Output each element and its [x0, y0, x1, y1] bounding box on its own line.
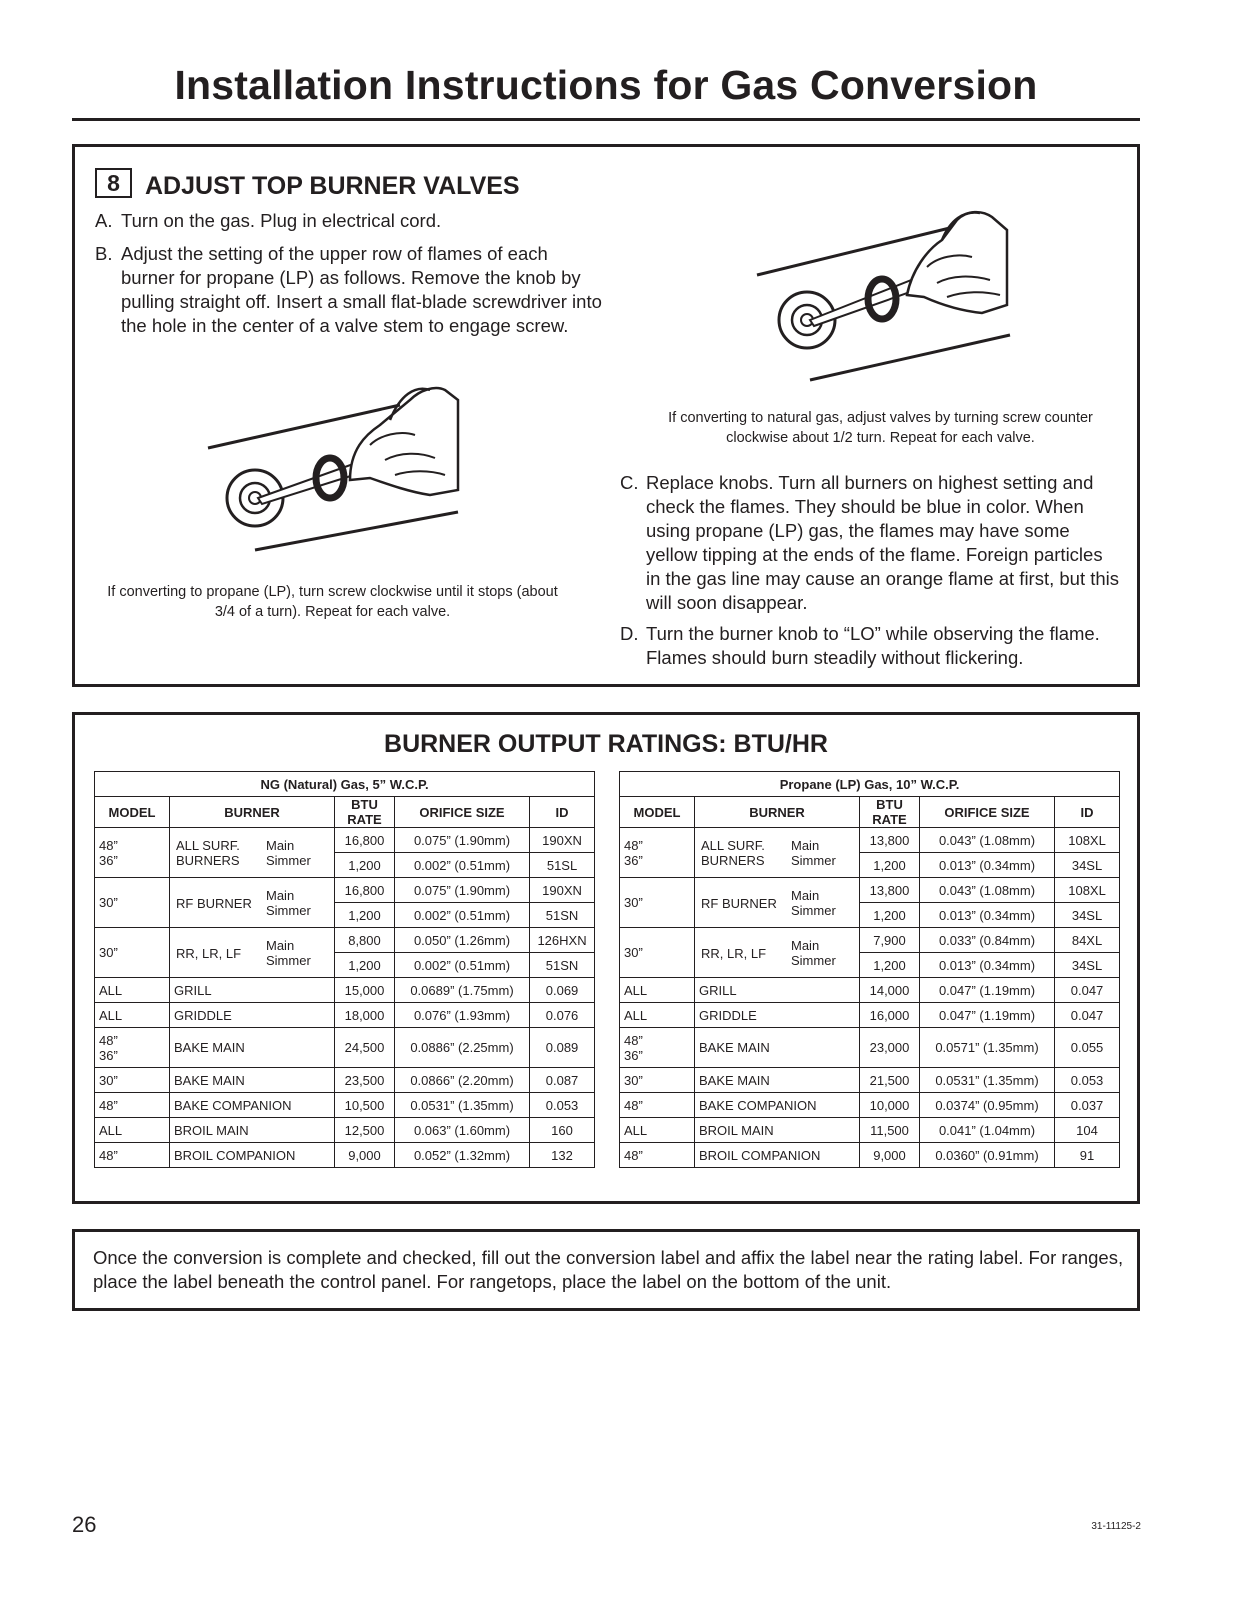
btu-value: 9,000 [335, 1143, 395, 1168]
btu-value: 23,500 [335, 1068, 395, 1093]
burner-name-line: ALL SURF. [701, 838, 765, 853]
id-value: 104 [1055, 1118, 1120, 1143]
burner-name: BAKE COMPANION [699, 1097, 817, 1113]
model-cell [620, 928, 695, 978]
step-item-text: Turn the burner knob to “LO” while observing the flame. Flames should burn steadily without flickering. [646, 623, 1100, 668]
model-value: 48” [99, 1032, 118, 1048]
id-value: 0.053 [530, 1093, 595, 1118]
model-cell [620, 1118, 695, 1143]
burner-name-line: BURNERS [176, 853, 240, 868]
burner-cell [695, 978, 860, 1003]
screwdriver-valve-illustration-ng [752, 205, 1017, 405]
burner-name: BAKE MAIN [174, 1040, 245, 1055]
orifice-value: 0.047” (1.19mm) [920, 1003, 1055, 1028]
gas-group-title: NG (Natural) Gas, 5” W.C.P. [95, 772, 595, 797]
model-cell [95, 1143, 170, 1168]
model-value: ALL [624, 1122, 648, 1138]
btu-value: 15,000 [335, 978, 395, 1003]
burner-name: GRIDDLE [174, 1007, 232, 1023]
model-cell [620, 978, 695, 1003]
btu-value: 21,500 [860, 1068, 920, 1093]
table-row [620, 928, 1120, 953]
model-value: 48” [624, 837, 643, 853]
conversion-note: Once the conversion is complete and checked, fill out the conversion label and affix the label near the rating label. For ranges, place the label beneath the control panel. For rangetops, place the label on the bottom of the unit. [93, 1247, 1124, 1292]
id-value: 108XL [1055, 878, 1120, 903]
header-id: ID [530, 797, 595, 828]
table-row [95, 978, 595, 1003]
burner-cell [695, 1118, 860, 1143]
burner-name: BAKE COMPANION [174, 1097, 292, 1113]
burner-cell [170, 828, 335, 878]
btu-value: 1,200 [860, 903, 920, 928]
model-value: 30” [624, 945, 643, 960]
table-row [620, 1068, 1120, 1093]
step-item-letter: C. [620, 472, 639, 493]
orifice-value: 0.075” (1.90mm) [395, 828, 530, 853]
orifice-value: 0.052” (1.32mm) [395, 1143, 530, 1168]
burner-name: BAKE MAIN [174, 1072, 245, 1088]
burner-name: BROIL COMPANION [174, 1147, 296, 1163]
orifice-value: 0.075” (1.90mm) [395, 878, 530, 903]
id-value: 0.055 [1055, 1028, 1120, 1068]
model-value: ALL [624, 982, 648, 998]
burner-name-line: BURNERS [701, 853, 765, 868]
model-value: 48” [99, 1097, 118, 1113]
step-item-c [620, 471, 1120, 615]
header-rate: RATE [347, 812, 382, 827]
orifice-value: 0.041” (1.04mm) [920, 1118, 1055, 1143]
id-value: 51SN [530, 953, 595, 978]
id-value: 0.069 [530, 978, 595, 1003]
table-row [620, 1093, 1120, 1118]
burner-cell [170, 1028, 335, 1068]
btu-value: 7,900 [860, 928, 920, 953]
table-row [620, 978, 1120, 1003]
model-cell [620, 1003, 695, 1028]
step-item-d [620, 622, 1120, 670]
burner-name: BROIL MAIN [699, 1122, 774, 1138]
header-btu: BTU [876, 797, 903, 812]
burner-sub-line: Simmer [266, 853, 311, 868]
orifice-value: 0.013” (0.34mm) [920, 953, 1055, 978]
header-btu-rate [335, 797, 395, 828]
orifice-value: 0.047” (1.19mm) [920, 978, 1055, 1003]
header-orifice-size: ORIFICE SIZE [395, 797, 530, 828]
model-cell [95, 828, 170, 878]
btu-value: 1,200 [335, 953, 395, 978]
header-model: MODEL [620, 797, 695, 828]
model-value: ALL [99, 982, 123, 998]
orifice-value: 0.0886” (2.25mm) [395, 1028, 530, 1068]
step-item-letter: B. [95, 243, 113, 264]
burner-sub-line: Simmer [791, 953, 836, 968]
model-cell [620, 878, 695, 928]
model-value: 30” [624, 895, 643, 910]
model-value: ALL [99, 1122, 123, 1138]
btu-value: 24,500 [335, 1028, 395, 1068]
btu-value: 1,200 [860, 853, 920, 878]
burner-name: GRIDDLE [699, 1007, 757, 1023]
id-value: 126HXN [530, 928, 595, 953]
orifice-value: 0.063” (1.60mm) [395, 1118, 530, 1143]
table-row [95, 828, 595, 853]
orifice-value: 0.0374” (0.95mm) [920, 1093, 1055, 1118]
orifice-value: 0.0531” (1.35mm) [920, 1068, 1055, 1093]
burner-cell [170, 928, 335, 978]
burner-sub [266, 888, 330, 918]
burner-cell [170, 1118, 335, 1143]
step-item-text: Adjust the setting of the upper row of flames of each burner for propane (LP) as follows. Remove the knob by pulling straight off. Insert a small flat-blade screwdriver into the hole in the center of a valve stem to engage screw. [121, 243, 602, 336]
step-item-text: Turn on the gas. Plug in electrical cord. [121, 210, 442, 231]
id-value: 0.087 [530, 1068, 595, 1093]
orifice-value: 0.0571” (1.35mm) [920, 1028, 1055, 1068]
burner-name [176, 946, 241, 961]
table-row [620, 878, 1120, 903]
column-header-row [620, 797, 1120, 828]
burner-cell [695, 1143, 860, 1168]
table-row [95, 1028, 595, 1068]
page-number: 26 [72, 1512, 97, 1537]
orifice-value: 0.013” (0.34mm) [920, 903, 1055, 928]
header-orifice-size: ORIFICE SIZE [920, 797, 1055, 828]
caption-lp: If converting to propane (LP), turn screw clockwise until it stops (about 3/4 of a turn). Repeat for each valve. [107, 584, 558, 620]
burner-name [701, 946, 766, 961]
btu-value: 8,800 [335, 928, 395, 953]
id-value: 51SN [530, 903, 595, 928]
burner-cell [695, 1003, 860, 1028]
table-row [95, 878, 595, 903]
id-value: 34SL [1055, 853, 1120, 878]
burner-sub-line: Main [791, 838, 820, 853]
header-model: MODEL [95, 797, 170, 828]
burner-name [701, 896, 777, 911]
orifice-value: 0.0531” (1.35mm) [395, 1093, 530, 1118]
step-title: ADJUST TOP BURNER VALVES [145, 172, 520, 200]
id-value: 0.053 [1055, 1068, 1120, 1093]
burner-name: BAKE MAIN [699, 1040, 770, 1055]
btu-value: 12,500 [335, 1118, 395, 1143]
table-row [620, 1118, 1120, 1143]
btu-value: 14,000 [860, 978, 920, 1003]
model-value: 36” [99, 1047, 118, 1063]
burner-sub-line: Simmer [266, 903, 311, 918]
model-value: 48” [624, 1147, 643, 1163]
btu-value: 13,800 [860, 828, 920, 853]
burner-sub-line: Main [266, 888, 295, 903]
ratings-title: BURNER OUTPUT RATINGS: BTU/HR [384, 730, 828, 758]
burner-sub-line: Main [791, 888, 820, 903]
burner-cell [695, 1093, 860, 1118]
id-value: 132 [530, 1143, 595, 1168]
id-value: 0.047 [1055, 978, 1120, 1003]
burner-cell [695, 878, 860, 928]
orifice-value: 0.002” (0.51mm) [395, 903, 530, 928]
btu-value: 18,000 [335, 1003, 395, 1028]
model-value: 36” [99, 852, 118, 868]
burner-cell [170, 1093, 335, 1118]
burner-sub-line: Main [791, 938, 820, 953]
orifice-value: 0.043” (1.08mm) [920, 828, 1055, 853]
burner-cell [170, 1068, 335, 1093]
burner-name-line: RR, LR, LF [701, 946, 767, 961]
model-value: 30” [99, 945, 118, 960]
model-cell [95, 978, 170, 1003]
orifice-value: 0.0689” (1.75mm) [395, 978, 530, 1003]
orifice-value: 0.002” (0.51mm) [395, 953, 530, 978]
burner-sub [266, 938, 330, 968]
header-burner: BURNER [170, 797, 335, 828]
model-cell [95, 1028, 170, 1068]
burner-sub [791, 938, 855, 968]
burner-cell [170, 878, 335, 928]
orifice-value: 0.043” (1.08mm) [920, 878, 1055, 903]
id-value: 0.076 [530, 1003, 595, 1028]
model-value: 48” [624, 1097, 643, 1113]
orifice-value: 0.0866” (2.20mm) [395, 1068, 530, 1093]
id-value: 34SL [1055, 903, 1120, 928]
id-value: 91 [1055, 1143, 1120, 1168]
model-value: 30” [624, 1072, 643, 1088]
burner-cell [170, 1003, 335, 1028]
burner-name [701, 838, 765, 868]
burner-name [176, 838, 240, 868]
id-value: 190XN [530, 828, 595, 853]
id-value: 160 [530, 1118, 595, 1143]
step-item-a [95, 209, 605, 233]
id-value: 34SL [1055, 953, 1120, 978]
burner-name: BAKE MAIN [699, 1072, 770, 1088]
burner-sub-line: Main [266, 838, 295, 853]
burner-name: GRILL [174, 982, 212, 998]
header-id: ID [1055, 797, 1120, 828]
burner-cell [170, 1143, 335, 1168]
burner-cell [695, 928, 860, 978]
model-cell [95, 1093, 170, 1118]
id-value: 0.089 [530, 1028, 595, 1068]
btu-value: 1,200 [860, 953, 920, 978]
table-row [95, 1003, 595, 1028]
model-cell [620, 1093, 695, 1118]
header-rate: RATE [872, 812, 907, 827]
group-header-row [95, 772, 595, 797]
burner-cell [695, 828, 860, 878]
id-value: 190XN [530, 878, 595, 903]
burner-cell [170, 978, 335, 1003]
btu-value: 13,800 [860, 878, 920, 903]
orifice-value: 0.013” (0.34mm) [920, 853, 1055, 878]
model-value: 48” [99, 837, 118, 853]
model-cell [95, 878, 170, 928]
burner-cell [695, 1028, 860, 1068]
orifice-value: 0.002” (0.51mm) [395, 853, 530, 878]
lp-ratings-table [619, 771, 1120, 1168]
table-row [620, 828, 1120, 853]
gas-group-title: Propane (LP) Gas, 10” W.C.P. [620, 772, 1120, 797]
btu-value: 1,200 [335, 903, 395, 928]
step-item-letter: A. [95, 210, 113, 231]
table-row [95, 1068, 595, 1093]
model-value: 30” [99, 1072, 118, 1088]
screwdriver-valve-illustration-lp [200, 380, 465, 580]
step-number: 8 [95, 168, 132, 198]
model-value: 48” [624, 1032, 643, 1048]
burner-sub-line: Simmer [791, 903, 836, 918]
burner-name-line: RF BURNER [701, 896, 777, 911]
orifice-value: 0.033” (0.84mm) [920, 928, 1055, 953]
burner-name-line: RF BURNER [176, 896, 252, 911]
btu-value: 11,500 [860, 1118, 920, 1143]
model-cell [95, 1068, 170, 1093]
model-value: 48” [99, 1147, 118, 1163]
burner-name-line: ALL SURF. [176, 838, 240, 853]
burner-name-line: RR, LR, LF [176, 946, 242, 961]
id-value: 0.037 [1055, 1093, 1120, 1118]
table-row [95, 1093, 595, 1118]
model-cell [620, 1068, 695, 1093]
step-item-text: Replace knobs. Turn all burners on highest setting and check the flames. They should be blue in color. When using propane (LP) gas, the flames may have some yellow tipping at the ends of the flame. Foreign particles in the gas line may cause an orange flame at first, but this will soon disappear. [646, 472, 1120, 613]
burner-name: BROIL COMPANION [699, 1147, 821, 1163]
burner-sub-line: Simmer [266, 953, 311, 968]
step-item-b [95, 242, 605, 338]
table-row [95, 928, 595, 953]
caption-ng: If converting to natural gas, adjust valves by turning screw counter clockwise about 1/2 turn. Repeat for each valve. [668, 410, 1093, 446]
model-cell [95, 1003, 170, 1028]
model-cell [95, 1118, 170, 1143]
burner-sub-line: Main [266, 938, 295, 953]
orifice-value: 0.076” (1.93mm) [395, 1003, 530, 1028]
btu-value: 23,000 [860, 1028, 920, 1068]
step-item-letter: D. [620, 623, 639, 644]
model-value: 36” [624, 1047, 643, 1063]
page-title: Installation Instructions for Gas Conversion [174, 62, 1038, 108]
model-cell [620, 828, 695, 878]
id-value: 51SL [530, 853, 595, 878]
btu-value: 16,800 [335, 878, 395, 903]
model-cell [620, 1143, 695, 1168]
burner-cell [695, 1068, 860, 1093]
burner-sub [791, 888, 855, 918]
orifice-value: 0.050” (1.26mm) [395, 928, 530, 953]
column-header-row [95, 797, 595, 828]
btu-value: 1,200 [335, 853, 395, 878]
id-value: 0.047 [1055, 1003, 1120, 1028]
burner-name: BROIL MAIN [174, 1122, 249, 1138]
burner-sub-line: Simmer [791, 853, 836, 868]
btu-value: 10,000 [860, 1093, 920, 1118]
orifice-value: 0.0360” (0.91mm) [920, 1143, 1055, 1168]
header-burner: BURNER [695, 797, 860, 828]
btu-value: 16,000 [860, 1003, 920, 1028]
table-row [620, 1003, 1120, 1028]
ng-ratings-table [94, 771, 595, 1168]
model-value: 30” [99, 895, 118, 910]
model-value: 36” [624, 852, 643, 868]
id-value: 108XL [1055, 828, 1120, 853]
table-row [95, 1143, 595, 1168]
header-btu: BTU [351, 797, 378, 812]
model-cell [620, 1028, 695, 1068]
burner-sub [791, 838, 855, 868]
btu-value: 10,500 [335, 1093, 395, 1118]
document-code: 31-11125-2 [1091, 1521, 1141, 1532]
btu-value: 9,000 [860, 1143, 920, 1168]
id-value: 84XL [1055, 928, 1120, 953]
title-divider [72, 118, 1140, 121]
group-header-row [620, 772, 1120, 797]
table-row [620, 1143, 1120, 1168]
burner-name: GRILL [699, 982, 737, 998]
burner-name [176, 896, 252, 911]
table-row [620, 1028, 1120, 1068]
model-cell [95, 928, 170, 978]
model-value: ALL [624, 1007, 648, 1023]
btu-value: 16,800 [335, 828, 395, 853]
burner-sub [266, 838, 330, 868]
model-value: ALL [99, 1007, 123, 1023]
header-btu-rate [860, 797, 920, 828]
table-row [95, 1118, 595, 1143]
